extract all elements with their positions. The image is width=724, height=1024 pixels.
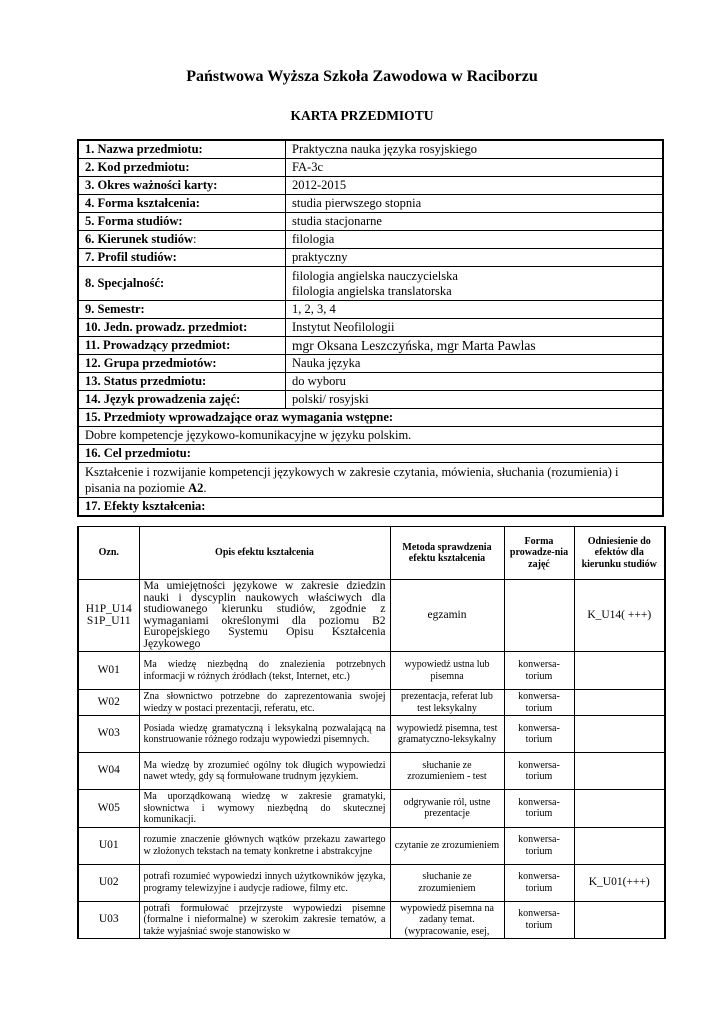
info-value: studia pierwszego stopnia [286,195,664,213]
effect-form: konwersa-torium [504,790,574,828]
info-row [78,319,663,337]
info-label: 7. Profil studiów: [78,249,286,267]
effect-method: słuchanie ze zrozumieniem [390,864,504,901]
effect-reference [574,690,665,716]
effect-method: egzamin [390,580,504,652]
info-label: 5. Forma studiów: [78,213,286,231]
effect-form: konwersa-torium [504,690,574,716]
section-16-text-row [78,463,663,498]
info-row [78,140,663,159]
effect-code: W04 [78,753,139,790]
info-label: 12. Grupa przedmiotów: [78,355,286,373]
info-label: 14. Język prowadzenia zajęć: [78,391,286,409]
section-17-heading-row [78,498,663,517]
specialty-1: filologia angielska nauczycielska [292,268,458,283]
section-15-text-row [78,427,663,445]
effect-form: konwersa-torium [504,864,574,901]
effect-method: słuchanie ze zrozumieniem - test [390,753,504,790]
effect-form: konwersa-torium [504,652,574,690]
effects-table [77,526,666,939]
lecturers: mgr Oksana Leszczyńska, mgr Marta Pawlas [292,337,536,353]
info-label: 13. Status przedmiotu: [78,373,286,391]
effect-code: W05 [78,790,139,828]
goal-text: Kształcenie i rozwijanie kompetencji językowych w zakresie czytania, mówienia, słuchania (rozumienia) i pisania na poziomie [85,465,619,495]
effect-reference [574,790,665,828]
section-16-heading-row [78,445,663,463]
info-value: Instytut Neofilologii [286,319,664,337]
info-label [78,231,286,249]
effect-row [78,827,665,864]
effect-description: Ma wiedzę by zrozumieć ogólny tok długich wypowiedzi nawet wtedy, gdy są formułowane trudnym językiem. [139,753,390,790]
effect-description: potrafi rozumieć wypowiedzi innych użytkowników języka, programy telewizyjne i audycje radiowe, filmy etc. [139,864,390,901]
info-row [78,355,663,373]
info-row [78,177,663,195]
effect-reference [574,901,665,939]
effect-reference [574,827,665,864]
section-15-text: Dobre kompetencje językowo-komunikacyjne w języku polskim. [78,427,663,445]
info-value: filologia [286,231,664,249]
info-row [78,213,663,231]
effect-code: W02 [78,690,139,716]
effect-code: U03 [78,901,139,939]
info-value: do wyboru [286,373,664,391]
goal-level: A2 [188,481,204,495]
effect-row [78,790,665,828]
effect-row [78,652,665,690]
effect-form: konwersa-torium [504,901,574,939]
info-value: 1, 2, 3, 4 [286,301,664,319]
effect-form: konwersa-torium [504,827,574,864]
info-value: praktyczny [286,249,664,267]
section-15-heading-row [78,409,663,427]
effect-method: wypowiedź pisemna na zadany temat. (wypracowanie, esej, [390,901,504,939]
school-name: Państwowa Wyższa Szkoła Zawodowa w Raciborzu [186,68,538,85]
effect-reference [574,716,665,753]
effect-row [78,753,665,790]
effect-row [78,901,665,939]
info-row [78,301,663,319]
goal-end: . [203,481,207,495]
info-label: 3. Okres ważności karty: [78,177,286,195]
effect-reference: K_U01(+++) [574,864,665,901]
effect-code: U01 [78,827,139,864]
info-row [78,391,663,409]
effect-row [78,864,665,901]
info-value: Praktyczna nauka języka rosyjskiego [286,140,664,159]
info-value: studia stacjonarne [286,213,664,231]
effect-reference: K_U14( +++) [574,580,665,652]
info-value: 2012-2015 [286,177,664,195]
effect-method: odgrywanie ról, ustne prezentacje [390,790,504,828]
effect-row [78,690,665,716]
effect-form: konwersa-torium [504,716,574,753]
effect-reference [574,753,665,790]
effect-description: rozumie znaczenie głównych wątków przekazu zawartego w złożonych tekstach na tematy konkretne i abstrakcyjne [139,827,390,864]
section-16-heading: 16. Cel przedmiotu: [78,445,663,463]
info-label: 11. Prowadzący przedmiot: [78,337,286,355]
info-label: 8. Specjalność: [78,267,286,301]
effect-code: U02 [78,864,139,901]
info-row [78,337,663,355]
effect-row [78,580,665,652]
course-info-table [77,139,664,517]
col-odniesienie: Odniesienie do efektów dla kierunku studiów [574,527,665,580]
card-title: KARTA PRZEDMIOTU [290,108,434,123]
info-row [78,249,663,267]
info-label: 1. Nazwa przedmiotu: [78,140,286,159]
info-value [286,337,664,355]
info-label: 4. Forma kształcenia: [78,195,286,213]
effect-description: Ma uporządkowaną wiedzę w zakresie gramatyki, słownictwa i wymowy niezbędną do skutecznej komunikacji. [139,790,390,828]
effect-description: potrafi formułować przejrzyste wypowiedzi pisemne (formalne i nieformalne) w szerokim zakresie tematów, a także wyjaśniać swoje stanowisko w [139,901,390,939]
section-15-heading: 15. Przedmioty wprowadzające oraz wymagania wstępne: [78,409,663,427]
effect-code: W01 [78,652,139,690]
effect-code [78,580,139,652]
effect-method: wypowiedź pisemna, test gramatyczno-leksykalny [390,716,504,753]
info-label-colon: : [193,232,197,246]
info-row [78,231,663,249]
info-label: 10. Jedn. prowadz. przedmiot: [78,319,286,337]
effect-code-1: H1P_U14 [85,603,132,615]
effect-form: konwersa-torium [504,753,574,790]
effect-description: Posiada wiedzę gramatyczną i leksykalną pozwalającą na konstruowanie różnego rodzaju wypowiedzi pisemnych. [139,716,390,753]
col-forma: Forma prowadze-nia zajęć [504,527,574,580]
info-row [78,373,663,391]
section-17-heading: 17. Efekty kształcenia: [78,498,663,517]
info-row [78,267,663,301]
effect-code: W03 [78,716,139,753]
info-row [78,159,663,177]
effect-method: wypowiedź ustna lub pisemna [390,652,504,690]
effect-description: Ma umiejętności językowe w zakresie dziedzin nauki i dyscyplin naukowych właściwych dla studiowanego kierunku studiów, zgodnie z wymaganiami określonymi dla poziomu B2 Europejskiego Systemu Opisu Kształcenia Językowego [139,580,390,652]
col-ozn: Ozn. [78,527,139,580]
info-value: polski/ rosyjski [286,391,664,409]
effect-description: Zna słownictwo potrzebne do zaprezentowania swojej wiedzy w postaci prezentacji, referatu, etc. [139,690,390,716]
effect-row [78,716,665,753]
effect-code-2: S1P_U11 [86,614,131,627]
info-value [286,267,664,301]
info-row [78,195,663,213]
effect-method: prezentacja, referat lub test leksykalny [390,690,504,716]
col-opis: Opis efektu kształcenia [139,527,390,580]
info-label-text: 6. Kierunek studiów [85,232,194,246]
info-label: 9. Semestr: [78,301,286,319]
col-metoda: Metoda sprawdzenia efektu kształcenia [390,527,504,580]
specialty-2: filologia angielska translatorska [292,283,452,298]
info-value: FA-3c [286,159,664,177]
effect-description: Ma wiedzę niezbędną do znalezienia potrzebnych informacji w różnych źródłach (tekst, Internet, etc.) [139,652,390,690]
effect-reference [574,652,665,690]
section-16-text [78,463,663,498]
info-value: Nauka języka [286,355,664,373]
effect-form [504,580,574,652]
effect-method: czytanie ze zrozumieniem [390,827,504,864]
info-label: 2. Kod przedmiotu: [78,159,286,177]
effects-header-row [78,527,665,580]
